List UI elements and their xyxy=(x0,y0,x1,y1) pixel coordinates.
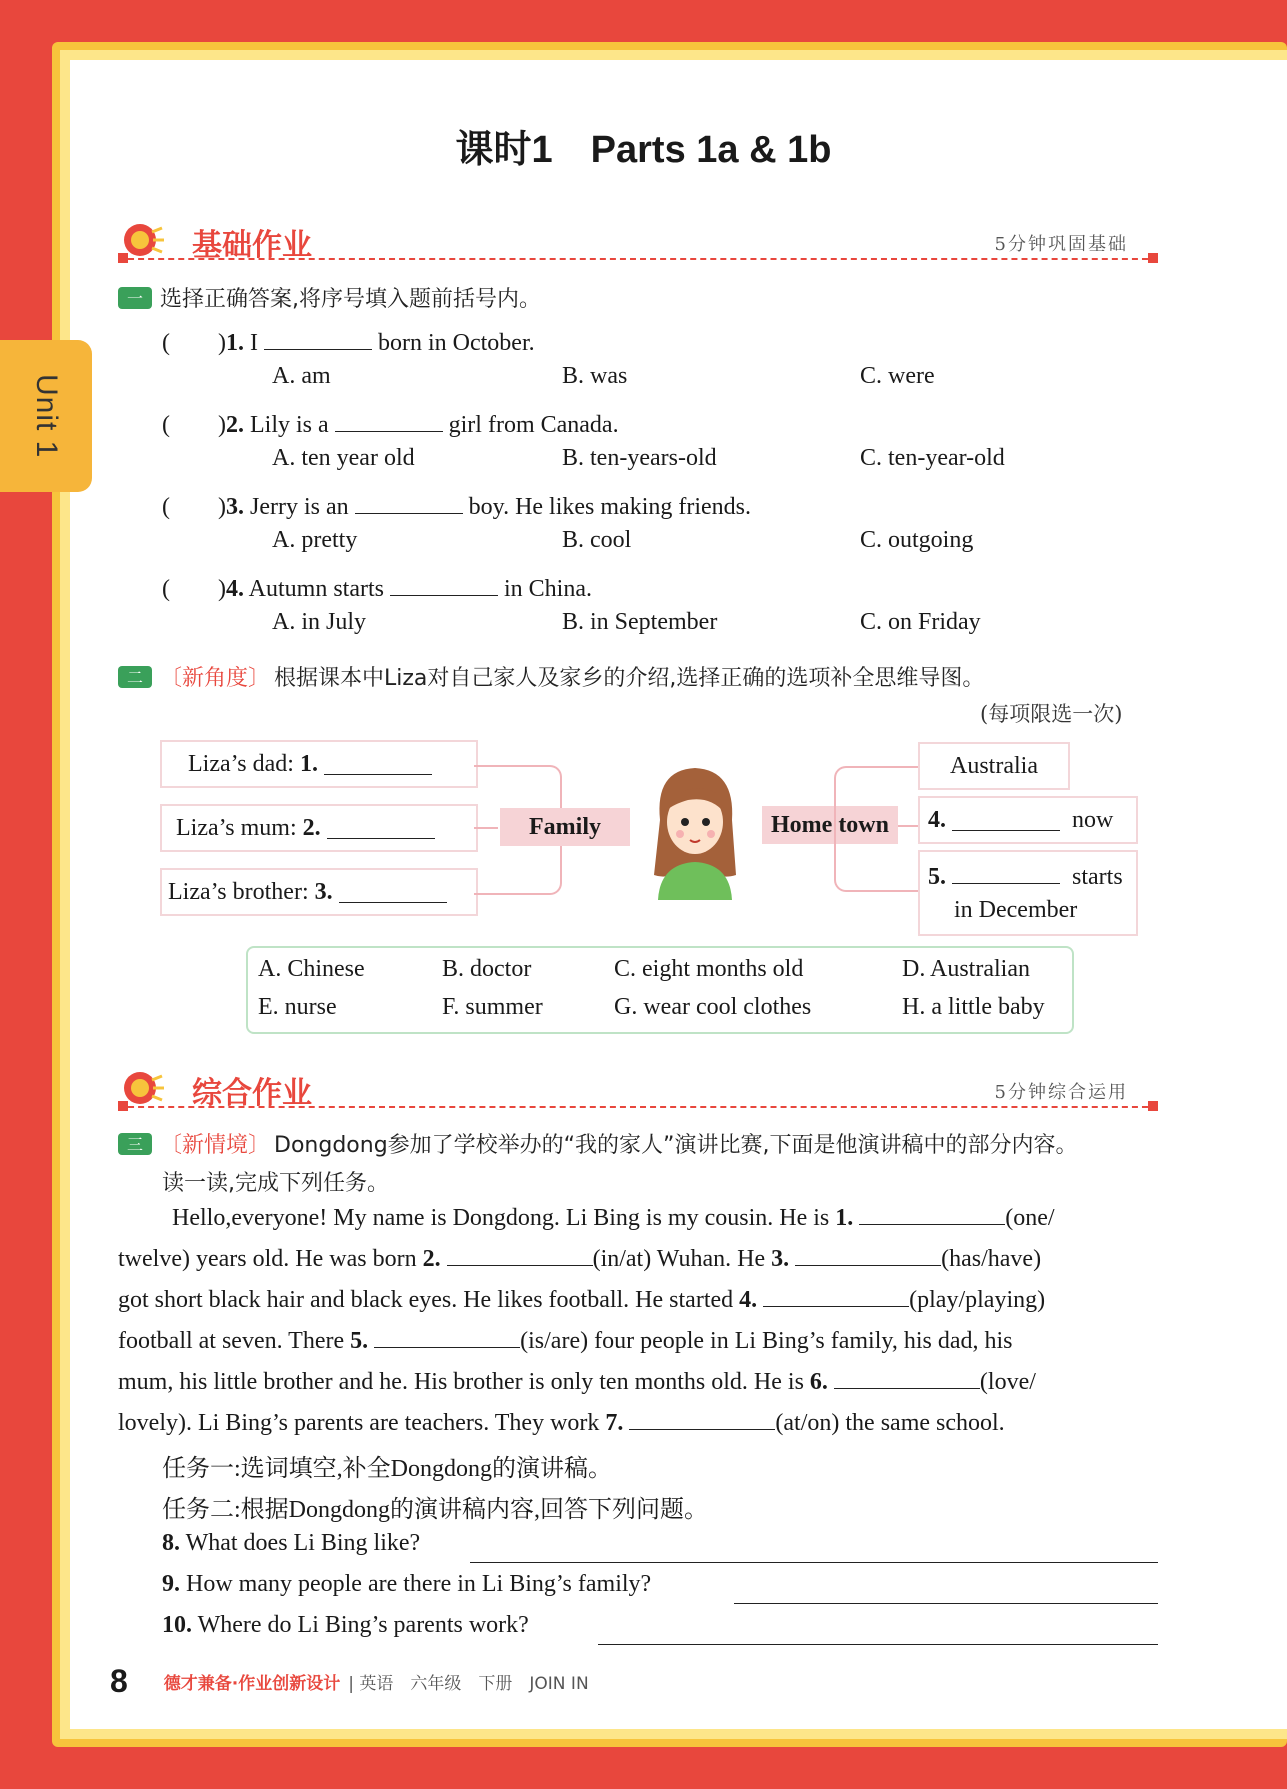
girl-illustration xyxy=(640,760,750,900)
question-number: 4. xyxy=(225,576,244,602)
question-text: What does Li Bing like? xyxy=(185,1530,421,1556)
divider-start-marker xyxy=(118,253,128,263)
task-one: 任务一:选词填空,补全Dongdong的演讲稿。 xyxy=(162,1456,612,1482)
option-c: C. on Friday xyxy=(860,609,981,635)
blank-number: 2. xyxy=(422,1246,441,1272)
answer-blank[interactable] xyxy=(795,1245,941,1266)
answer-blank[interactable] xyxy=(339,882,447,903)
question-3-header xyxy=(118,1128,1077,1159)
question-number: 10. xyxy=(162,1612,192,1638)
question-tag: 〔新情境〕 xyxy=(160,1133,271,1158)
divider-start-marker xyxy=(118,1101,128,1111)
blank-number: 4. xyxy=(739,1287,758,1313)
option-item: H. a little baby xyxy=(902,994,1045,1020)
mindmap-label: Australia xyxy=(950,752,1038,779)
answer-paren[interactable]: ( ) xyxy=(162,494,226,520)
mindmap-number: 4. xyxy=(928,806,946,833)
unit-tab-label: Unit 1 xyxy=(30,373,63,459)
passage-text: football at seven. There xyxy=(118,1328,345,1354)
passage-text: Hello,everyone! My name is Dongdong. Li Bing is my cousin. He is xyxy=(172,1205,830,1231)
mindmap-label: Liza’s brother: xyxy=(168,878,309,905)
mindmap-hometown-node: Home town xyxy=(762,806,898,844)
passage-text: twelve) years old. He was born xyxy=(118,1246,417,1272)
question-item xyxy=(162,486,751,521)
option-b: B. ten-years-old xyxy=(562,445,717,471)
mindmap-left-1 xyxy=(160,740,478,788)
choice-text: (play/playing) xyxy=(909,1287,1046,1313)
option-a: A. pretty xyxy=(272,527,358,553)
question-text: Where do Li Bing’s parents work? xyxy=(197,1612,529,1638)
option-a: A. in July xyxy=(272,609,367,635)
question-badge: 三 xyxy=(118,1133,152,1155)
section-divider xyxy=(118,1106,1158,1108)
mindmap-label: starts xyxy=(1072,863,1123,890)
question-text: boy. He likes making friends. xyxy=(468,494,752,520)
question-note: (每项限选一次) xyxy=(980,702,1123,726)
question-text: in China. xyxy=(504,576,592,602)
answer-blank[interactable] xyxy=(859,1204,1005,1225)
answer-blank[interactable] xyxy=(763,1286,909,1307)
question-number: 1. xyxy=(225,330,244,356)
divider-end-marker xyxy=(1148,1101,1158,1111)
speech-passage xyxy=(118,1198,1158,1458)
blank-number: 6. xyxy=(809,1369,828,1395)
answer-line-10[interactable] xyxy=(598,1644,1158,1645)
page-footer xyxy=(110,1663,589,1700)
question-number: 2. xyxy=(225,412,244,438)
mindmap-number: 5. xyxy=(928,863,946,890)
mindmap-label: in December xyxy=(954,896,1078,923)
answer-blank[interactable] xyxy=(629,1409,775,1430)
question-10 xyxy=(162,1612,529,1639)
mindmap-right-5 xyxy=(918,850,1138,936)
unit-tab xyxy=(0,340,92,492)
question-number: 3. xyxy=(225,494,244,520)
page-title: 课时1 Parts 1a & 1b xyxy=(455,129,832,171)
answer-blank[interactable] xyxy=(390,575,498,596)
question-instruction: 根据课本中Liza对自己家人及家乡的介绍,选择正确的选项补全思维导图。 xyxy=(274,666,985,691)
question-badge: 二 xyxy=(118,666,152,688)
question-badge: 一 xyxy=(118,287,152,309)
passage-text: lovely). Li Bing’s parents are teachers. They work xyxy=(118,1410,600,1436)
question-number: 8. xyxy=(162,1530,180,1556)
mindmap-left-2 xyxy=(160,804,478,852)
choice-text: (love/ xyxy=(979,1369,1036,1395)
answer-blank[interactable] xyxy=(952,863,1060,884)
question-text: Jerry is an xyxy=(249,494,349,520)
blank-number: 5. xyxy=(350,1328,369,1354)
choice-text: (one/ xyxy=(1005,1205,1055,1231)
section-subtitle-basic: 5分钟巩固基础 xyxy=(994,234,1128,255)
option-c: C. were xyxy=(860,363,935,389)
mindmap-family-node: Family xyxy=(500,808,630,846)
divider-end-marker xyxy=(1148,253,1158,263)
question-9 xyxy=(162,1571,651,1598)
question-1-header xyxy=(118,282,541,313)
mindmap-number: 1. xyxy=(299,750,318,777)
option-c: C. outgoing xyxy=(860,527,974,553)
question-instruction-2: 读一读,完成下列任务。 xyxy=(162,1171,389,1196)
choice-text: (in/at) Wuhan. He xyxy=(592,1246,766,1272)
option-item: C. eight months old xyxy=(614,956,804,982)
mindmap-label: Liza’s dad: xyxy=(188,750,294,777)
question-tag: 〔新角度〕 xyxy=(160,666,271,691)
option-item: F. summer xyxy=(442,994,543,1020)
option-item: B. doctor xyxy=(442,956,532,982)
question-instruction: 选择正确答案,将序号填入题前括号内。 xyxy=(160,287,541,312)
section-header-basic xyxy=(118,216,1158,266)
question-text: girl from Canada. xyxy=(448,412,619,438)
question-instruction: Dongdong参加了学校举办的“我的家人”演讲比赛,下面是他演讲稿中的部分内容。 xyxy=(274,1133,1078,1158)
question-text: I xyxy=(249,330,258,356)
page-number: 8 xyxy=(110,1663,128,1699)
choice-text: (has/have) xyxy=(941,1246,1042,1272)
mindmap-connector-left-mid xyxy=(474,827,498,829)
task-two: 任务二:根据Dongdong的演讲稿内容,回答下列问题。 xyxy=(162,1497,708,1523)
option-b: B. was xyxy=(562,363,628,389)
answer-paren[interactable]: ( ) xyxy=(162,412,226,438)
blank-number: 1. xyxy=(835,1205,854,1231)
mindmap-right-australia xyxy=(918,742,1070,790)
mindmap-connector-right xyxy=(834,766,922,892)
answer-paren[interactable]: ( ) xyxy=(162,330,226,356)
mindmap-number: 2. xyxy=(302,814,321,841)
mindmap-right-4 xyxy=(918,796,1138,844)
footer-brand: 德才兼备·作业创新设计 xyxy=(163,1674,341,1694)
answer-blank[interactable] xyxy=(355,493,463,514)
option-item: G. wear cool clothes xyxy=(614,994,812,1020)
mindmap-label: Liza’s mum: xyxy=(176,814,297,841)
mindmap-connector-right-mid xyxy=(898,825,918,827)
mindmap-number: 3. xyxy=(314,878,333,905)
question-item xyxy=(162,322,535,357)
section-divider xyxy=(118,258,1158,260)
option-c: C. ten-year-old xyxy=(860,445,1005,471)
blank-number: 3. xyxy=(771,1246,790,1272)
question-text: born in October. xyxy=(377,330,535,356)
option-item: E. nurse xyxy=(258,994,337,1020)
option-a: A. ten year old xyxy=(272,445,415,471)
section-subtitle-comprehensive: 5分钟综合运用 xyxy=(994,1082,1128,1103)
choice-text: (is/are) four people in Li Bing’s family, his dad, his xyxy=(520,1328,1013,1354)
passage-text: mum, his little brother and he. His brother is only ten months old. He is xyxy=(118,1369,804,1395)
answer-blank[interactable] xyxy=(264,329,372,350)
choice-text: (at/on) the same school. xyxy=(775,1410,1005,1436)
question-2-header xyxy=(118,661,984,692)
question-text: Lily is a xyxy=(249,412,329,438)
section-title-comprehensive: 综合作业 xyxy=(192,1076,312,1111)
section-header-comprehensive xyxy=(118,1064,1158,1114)
answer-blank[interactable] xyxy=(324,754,432,775)
passage-text: got short black hair and black eyes. He likes football. He started xyxy=(118,1287,734,1313)
answer-line-8[interactable] xyxy=(470,1562,1158,1563)
question-text: Autumn starts xyxy=(248,576,384,602)
answer-line-9[interactable] xyxy=(734,1603,1158,1604)
option-b: B. in September xyxy=(562,609,718,635)
mindmap-left-3 xyxy=(160,868,478,916)
answer-blank[interactable] xyxy=(335,411,443,432)
megaphone-icon xyxy=(122,218,166,262)
megaphone-icon xyxy=(122,1066,166,1110)
answer-blank[interactable] xyxy=(374,1327,520,1348)
section-title-basic: 基础作业 xyxy=(192,228,312,263)
blank-number: 7. xyxy=(605,1410,624,1436)
question-item xyxy=(162,404,619,439)
question-text: How many people are there in Li Bing’s family? xyxy=(186,1571,652,1597)
answer-blank[interactable] xyxy=(952,810,1060,831)
answer-blank[interactable] xyxy=(834,1368,980,1389)
footer-book-info: | 英语 六年级 下册 JOIN IN xyxy=(348,1674,589,1694)
answer-blank[interactable] xyxy=(327,818,435,839)
question-8 xyxy=(162,1530,420,1557)
option-b: B. cool xyxy=(562,527,632,553)
answer-paren[interactable]: ( ) xyxy=(162,576,226,602)
answer-blank[interactable] xyxy=(447,1245,593,1266)
mindmap-label: now xyxy=(1072,806,1114,833)
option-a: A. am xyxy=(272,363,331,389)
options-box xyxy=(246,946,1074,1034)
option-item: D. Australian xyxy=(902,956,1030,982)
question-number: 9. xyxy=(162,1571,180,1597)
option-item: A. Chinese xyxy=(258,956,365,982)
question-item xyxy=(162,568,592,603)
